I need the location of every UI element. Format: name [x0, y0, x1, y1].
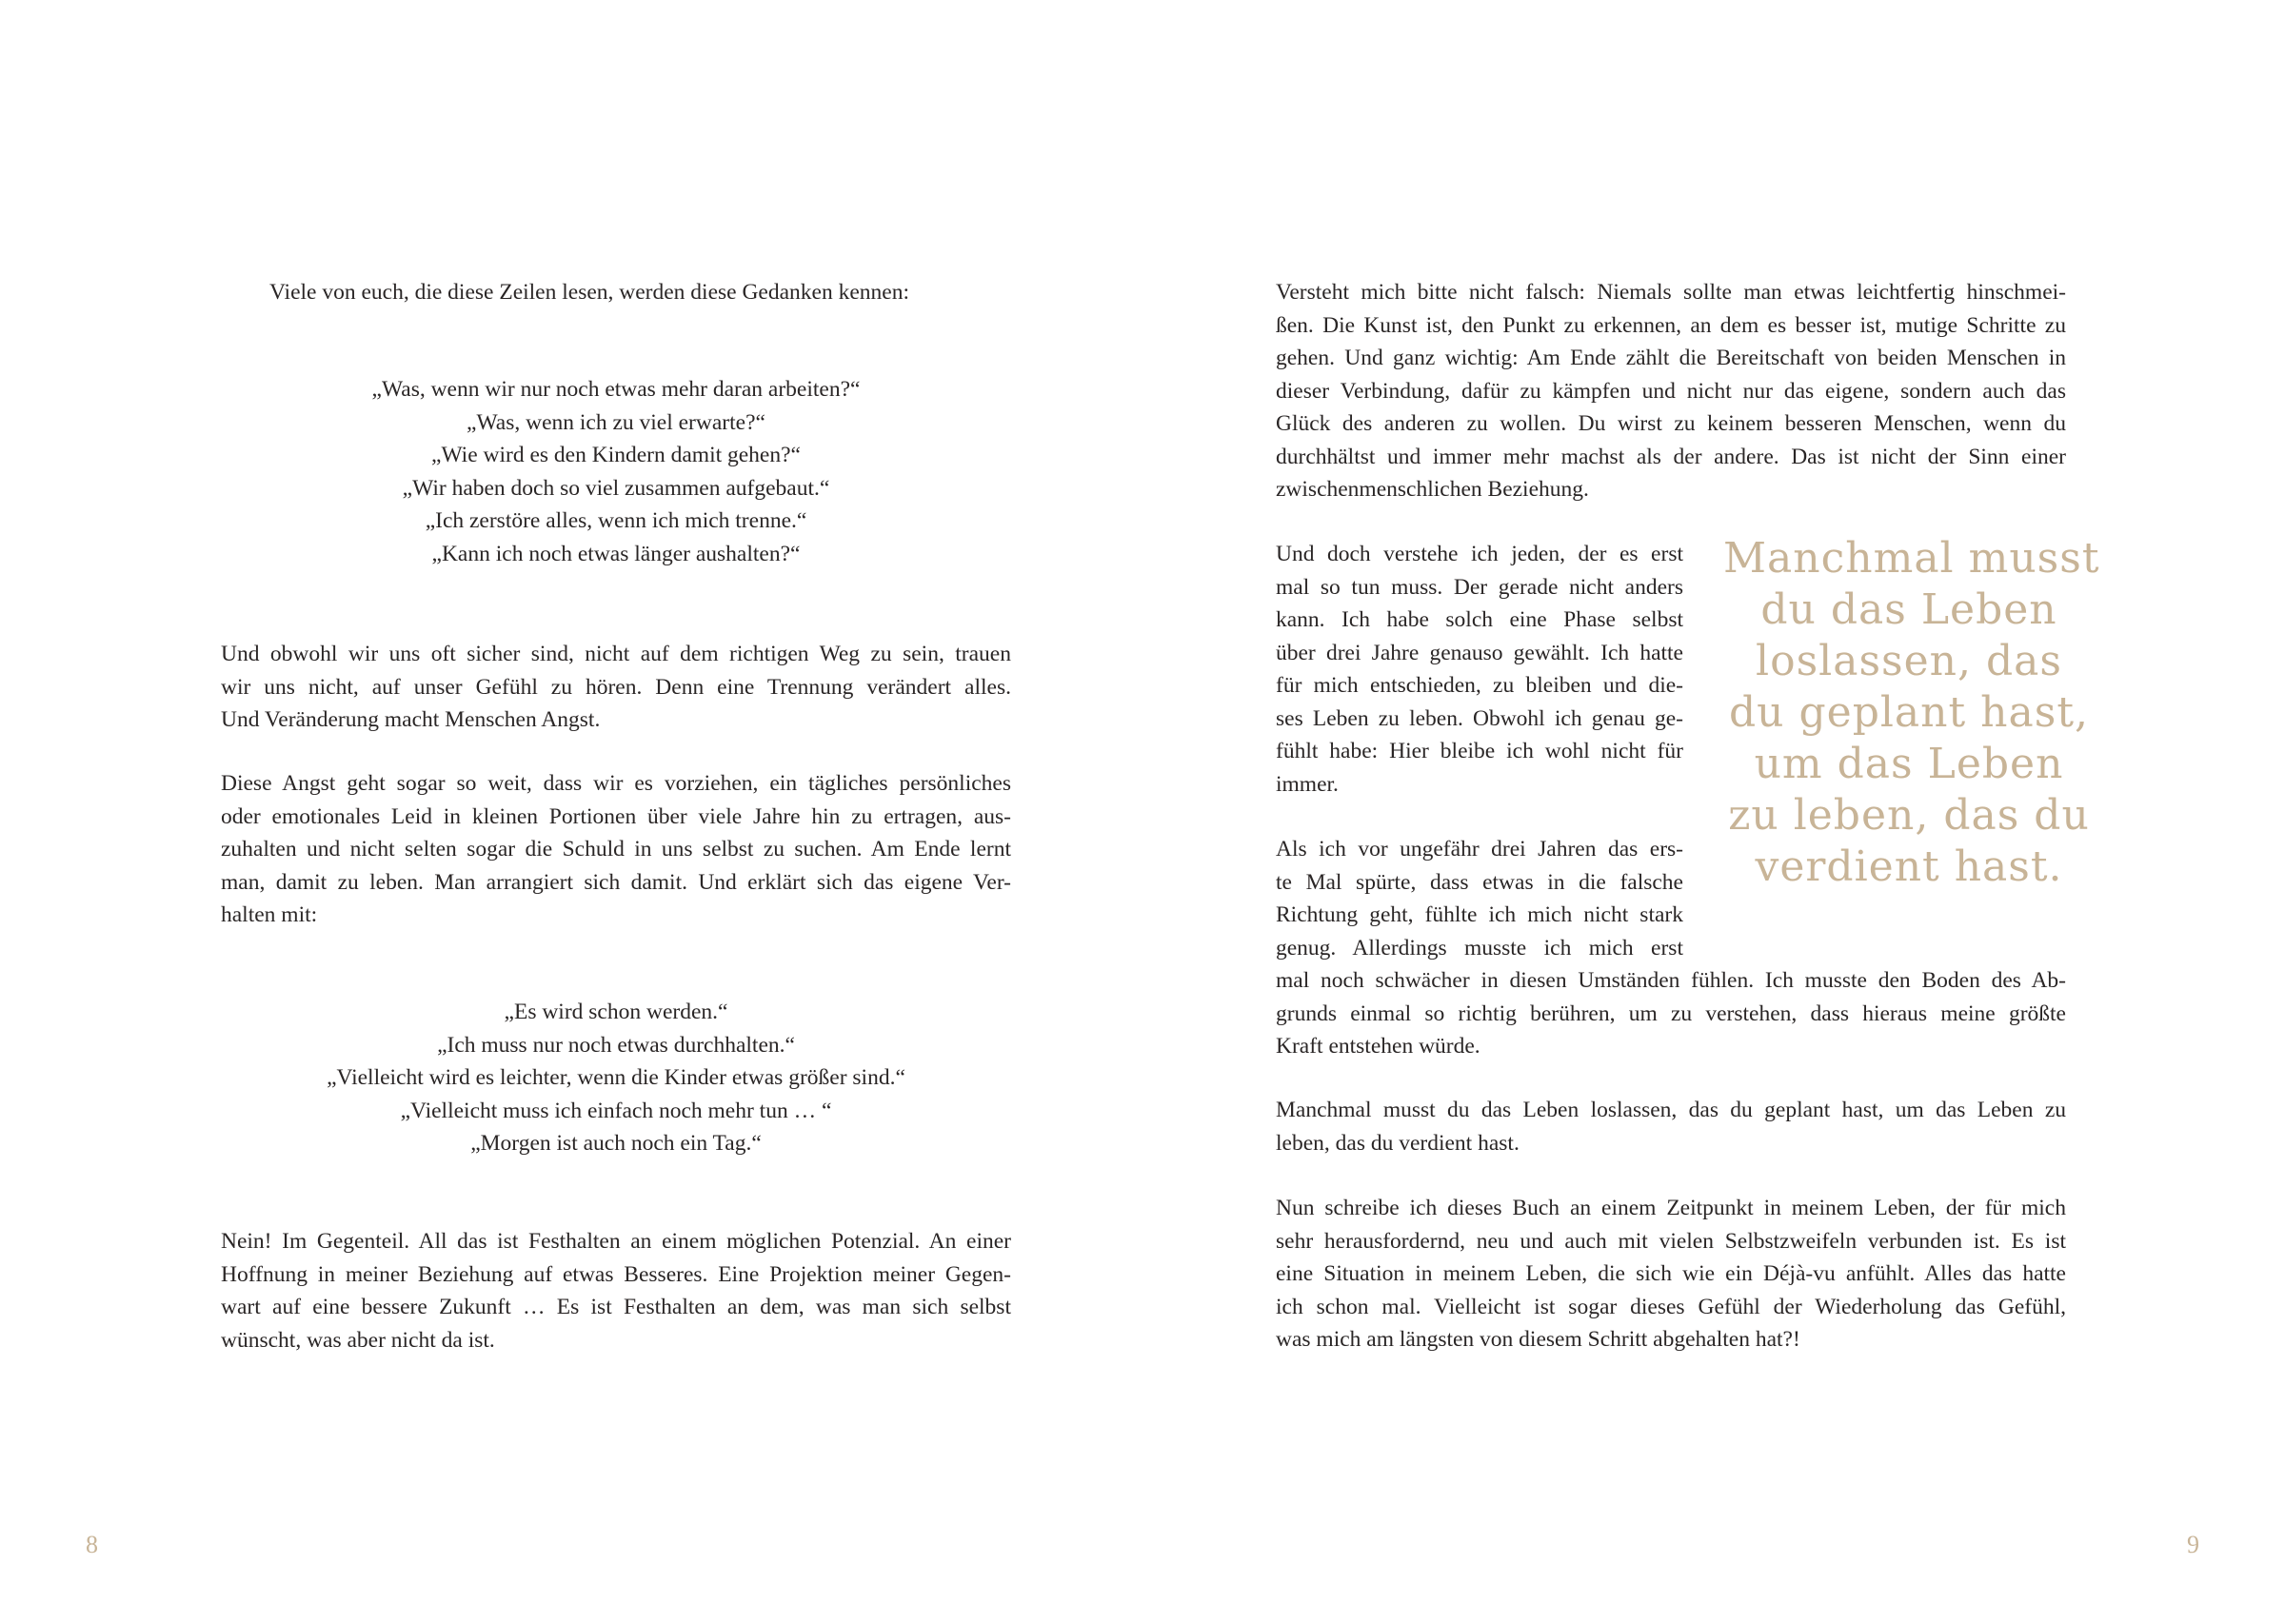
- text-line: zwischenmenschlichen Beziehung.: [1276, 477, 1589, 502]
- text-line: Als ich vor ungefähr drei Jahren das ers-: [1276, 837, 1683, 862]
- paragraph-3: [221, 1225, 1011, 1357]
- pull-quote-line: verdient hast.: [1755, 842, 2063, 891]
- quote-list-2: [221, 996, 1011, 1160]
- text-line: wünscht, was aber nicht da ist.: [221, 1327, 495, 1353]
- quote-line: „Kann ich noch etwas länger aushalten?“: [431, 541, 801, 566]
- text-line: Manchmal musst du das Leben loslassen, das du geplant hast, um das Leben zu: [1276, 1098, 2066, 1122]
- text-line: Nun schreibe ich dieses Buch an einem Zeitpunkt in meinem Leben, der für mich: [1276, 1196, 2066, 1220]
- text-line: ses Leben zu leben. Obwohl ich genau ge-: [1276, 705, 1683, 731]
- paragraph-r3-narrow: [1276, 833, 1683, 964]
- paragraph-r3-wide: [1276, 964, 2066, 1063]
- pull-quote: [1723, 533, 2100, 893]
- quote-line: „Morgen ist auch noch ein Tag.“: [470, 1131, 762, 1156]
- quote-line: „Ich zerstöre alles, wenn ich mich trenne.“: [425, 508, 807, 533]
- text-line: mal noch schwächer in diesen Umständen fühlen. Ich musste den Boden des Ab-: [1276, 968, 2066, 993]
- text-line: was mich am längsten von diesem Schritt abgehalten hat?!: [1276, 1327, 1800, 1352]
- text-line: für mich entschieden, zu bleiben und die-: [1276, 673, 1683, 698]
- text-line: immer.: [1276, 771, 1339, 797]
- text-line: ich schon mal. Vielleicht ist sogar dieses Gefühl der Wiederholung das Gefühl,: [1276, 1294, 2066, 1319]
- text-line: wart auf eine bessere Zukunft … Es ist Festhalten an dem, was man sich selbst: [221, 1295, 1011, 1319]
- paragraph-r5: [1276, 1192, 2066, 1357]
- text-line: genug. Allerdings musste ich mich erst: [1276, 935, 1683, 961]
- quote-line: „Es wird schon werden.“: [504, 1000, 728, 1024]
- page-number-right: 9: [2187, 1531, 2199, 1558]
- text-line: gehen. Und ganz wichtig: Am Ende zählt die Bereitschaft von beiden Menschen in: [1276, 346, 2066, 370]
- left-page: [0, 0, 1142, 1624]
- paragraph-r1: [1276, 276, 2066, 506]
- text-line: Hoffnung in meiner Beziehung auf etwas Besseres. Eine Projektion meiner Gegen-: [221, 1261, 1011, 1287]
- text-line: Diese Angst geht sogar so weit, dass wir es vorziehen, ein tägliches persönliches: [221, 771, 1011, 796]
- pull-quote-line: loslassen, das: [1756, 637, 2062, 685]
- quote-line: „Was, wenn wir nur noch etwas mehr daran arbeiten?“: [371, 377, 861, 402]
- text-line: sehr herausfordernd, neu und auch mit vielen Selbstzweifeln verbunden ist. Es ist: [1276, 1228, 2066, 1254]
- paragraph-r4: [1276, 1094, 2066, 1159]
- text-line: Und doch verstehe ich jeden, der es erst: [1276, 542, 1683, 566]
- paragraph-r2: [1276, 538, 1683, 801]
- quote-line: „Was, wenn ich zu viel erwarte?“: [467, 409, 765, 435]
- text-line: kann. Ich habe solch eine Phase selbst: [1276, 607, 1683, 632]
- quote-line: „Wir haben doch so viel zusammen aufgebaut.“: [402, 475, 830, 501]
- text-line: grunds einmal so richtig berühren, um zu verstehen, dass hieraus meine größte: [1276, 1000, 2066, 1026]
- text-line: durchhältst und immer mehr machst als der andere. Das ist nicht der Sinn einer: [1276, 444, 2066, 469]
- quote-list-1: [221, 373, 1011, 570]
- pull-quote-line: Manchmal musst: [1723, 534, 2100, 583]
- text-line: Richtung geht, fühlte ich mich nicht stark: [1276, 902, 1683, 927]
- right-page: [1142, 0, 2285, 1624]
- quote-line: „Wie wird es den Kindern damit gehen?“: [431, 443, 801, 467]
- text-line: halten mit:: [221, 902, 318, 927]
- pull-quote-line: du geplant hast,: [1729, 688, 2089, 737]
- paragraph-1: [221, 638, 1011, 737]
- quote-line: „Vielleicht muss ich einfach noch mehr tun … “: [400, 1098, 832, 1123]
- page-number-left: 8: [86, 1531, 98, 1558]
- text-line: Versteht mich bitte nicht falsch: Niemals sollte man etwas leichtfertig hinschmei-: [1276, 280, 2066, 305]
- text-line: te Mal spürte, dass etwas in die falsche: [1276, 869, 1683, 895]
- pull-quote-line: zu leben, das du: [1728, 791, 2090, 840]
- text-line: fühlt habe: Hier bleibe ich wohl nicht für: [1276, 739, 1683, 763]
- quote-line: „Ich muss nur noch etwas durchhalten.“: [437, 1032, 795, 1058]
- pull-quote-line: um das Leben: [1754, 740, 2064, 788]
- text-line: zuhalten und nicht selten sogar die Schuld in uns selbst zu suchen. Am Ende lernt: [221, 837, 1011, 862]
- text-line: mal so tun muss. Der gerade nicht anders: [1276, 574, 1683, 600]
- paragraph-2: [221, 767, 1011, 932]
- text-line: wir uns nicht, auf unser Gefühl zu hören. Denn eine Trennung verändert alles.: [221, 674, 1011, 700]
- quote-line: „Vielleicht wird es leichter, wenn die Kinder etwas größer sind.“: [327, 1065, 905, 1090]
- text-line: Kraft entstehen würde.: [1276, 1034, 1480, 1059]
- text-line: über drei Jahre genauso gewählt. Ich hatte: [1276, 640, 1683, 665]
- intro-text: Viele von euch, die diese Zeilen lesen, werden diese Gedanken kennen:: [269, 280, 909, 305]
- text-line: man, damit zu leben. Man arrangiert sich damit. Und erklärt sich das eigene Ver-: [221, 869, 1011, 895]
- text-line: eine Situation in meinem Leben, die sich wie ein Déjà-vu anfühlt. Alles das hatte: [1276, 1261, 2066, 1286]
- text-line: leben, das du verdient hast.: [1276, 1130, 1520, 1156]
- text-line: Nein! Im Gegenteil. All das ist Festhalten an einem möglichen Potenzial. An einer: [221, 1229, 1011, 1254]
- text-line: oder emotionales Leid in kleinen Portionen über viele Jahre hin zu ertragen, aus-: [221, 803, 1011, 829]
- text-line: Glück des anderen zu wollen. Du wirst zu keinem besseren Menschen, wenn du: [1276, 411, 2066, 436]
- text-line: Und obwohl wir uns oft sicher sind, nicht auf dem richtigen Weg zu sein, trauen: [221, 642, 1011, 666]
- text-line: Und Veränderung macht Menschen Angst.: [221, 707, 601, 732]
- text-line: dieser Verbindung, dafür zu kämpfen und nicht nur das eigene, sondern auch das: [1276, 378, 2066, 404]
- text-line: ßen. Die Kunst ist, den Punkt zu erkennen, an dem es besser ist, mutige Schritte zu: [1276, 312, 2066, 338]
- pull-quote-line: du das Leben: [1760, 585, 2057, 634]
